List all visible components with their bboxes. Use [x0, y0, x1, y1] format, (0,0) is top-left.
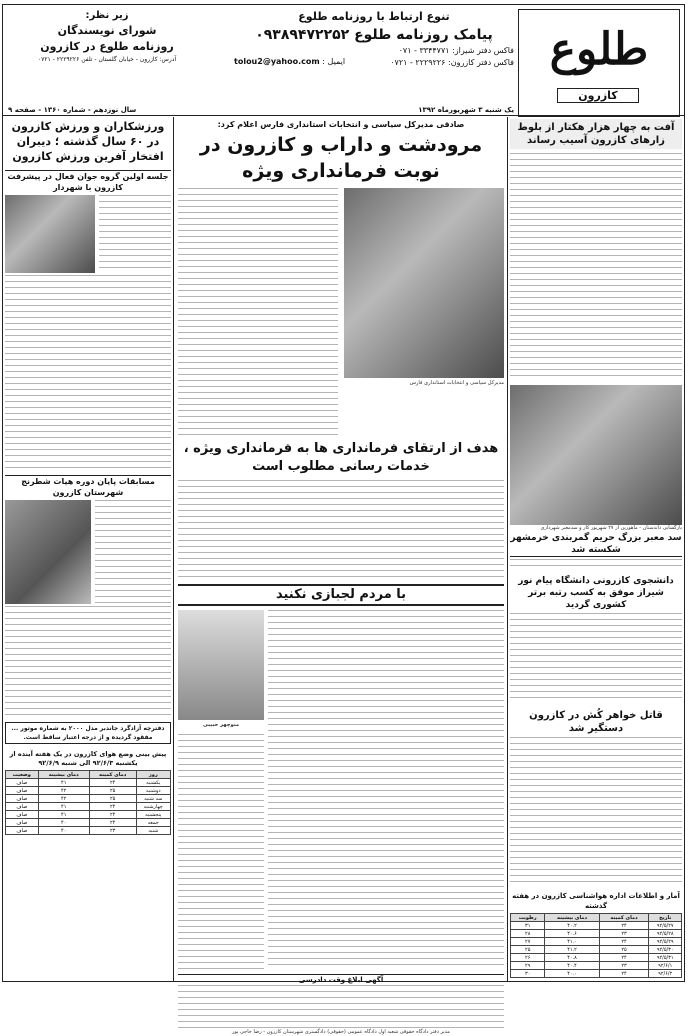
- table-cell: ۲۵: [599, 946, 649, 954]
- table-cell: چهارشنبه: [136, 803, 170, 811]
- table-cell: ۴۰.۲: [545, 922, 599, 930]
- table-cell: ۲۴: [89, 803, 136, 811]
- lead-headline: مرودشت و داراب و کازرون در نوبت فرمانداری ویژه: [199, 134, 483, 182]
- forecast-row: [6, 787, 171, 795]
- sports-title: ورزشکاران و ورزش کازرون در ۶۰ سال گذشته ؛ دیبران افتخار آفرین ورزش کازرون: [11, 120, 165, 163]
- stats-col-header: دمای بیشینه: [545, 914, 599, 922]
- table-cell: ۴۰.۰: [545, 970, 599, 978]
- chess-photo: [5, 500, 91, 604]
- table-cell: ۴۱.۲: [545, 946, 599, 954]
- stats-row: [511, 970, 682, 978]
- table-cell: ۹۲/۵/۲۷: [649, 922, 682, 930]
- table-cell: ۲۵: [89, 795, 136, 803]
- issue-info: سال نوزدهم - شماره ۱۳۶۰ - صفحه ۹: [8, 106, 137, 114]
- forecast-row: [6, 803, 171, 811]
- table-cell: ۳۰: [511, 970, 545, 978]
- table-cell: ۴۱.۰: [545, 938, 599, 946]
- fax-shiraz: فاکس دفتر شیراز: ۳۳۴۴۷۷۱ - ۰۷۱: [398, 46, 514, 55]
- volley-side: [99, 195, 171, 273]
- table-cell: صاف: [6, 803, 39, 811]
- table-cell: ۹۲/۵/۲۹: [649, 938, 682, 946]
- sms-number: پیامک روزنامه طلوع ۰۹۳۸۹۴۷۲۲۵۲: [255, 27, 493, 43]
- stats-row: [511, 938, 682, 946]
- forecast-col-header: دمای کمینه: [89, 771, 136, 779]
- column-body-row: [178, 610, 504, 970]
- table-cell: ۲۴: [599, 970, 649, 978]
- table-cell: صاف: [6, 827, 39, 835]
- table-cell: ۲۴: [599, 938, 649, 946]
- column-body-2: [178, 734, 264, 970]
- chess-body: [5, 606, 171, 718]
- date-bar: [8, 105, 514, 115]
- table-cell: ۲۸: [511, 930, 545, 938]
- editorial-line3: روزنامه طلوع در کازرون: [40, 40, 174, 53]
- stats-col-header: دمای کمینه: [599, 914, 649, 922]
- lead2-body: [178, 480, 504, 578]
- table-cell: ۴۱: [38, 811, 89, 819]
- stats-row: [511, 946, 682, 954]
- table-cell: ۴۰: [38, 827, 89, 835]
- story1-body: [510, 153, 682, 381]
- lead2-headline: هدف از ارتقای فرمانداری ها به فرمانداری ویژه ، خدمات رسانی مطلوب است: [183, 441, 499, 474]
- logo-sub: کازرون: [557, 88, 639, 103]
- weather-forecast-table: [5, 770, 171, 835]
- table-cell: صاف: [6, 819, 39, 827]
- forecast-col-header: روز: [136, 771, 170, 779]
- editorial-line1: زیر نظر:: [85, 10, 129, 21]
- stats-row: [511, 962, 682, 970]
- editorial-block: [7, 9, 207, 87]
- official-photo-caption: مدیرکل سیاسی و انتخابات استانداری فارس: [409, 380, 504, 386]
- table-cell: صاف: [6, 795, 39, 803]
- email-label: ایمیل :: [322, 57, 346, 66]
- forecast-col-header: دمای بیشینه: [38, 771, 89, 779]
- weather-stats-table: [510, 913, 682, 978]
- column-title: با مردم لجبازی نکنید: [178, 584, 504, 606]
- author-photo: [178, 610, 264, 720]
- table-cell: ۲۵: [89, 787, 136, 795]
- story3-body: [510, 613, 682, 703]
- story2-body: [510, 559, 682, 571]
- chess-title: مسابقات پایان دوره هیات شطرنج شهرستان کازرون: [5, 475, 171, 498]
- table-cell: ۹۲/۶/۱: [649, 962, 682, 970]
- table-cell: ۲۴: [89, 811, 136, 819]
- volley-title: جلسه اولین گروه جوان فعال در پیشرفت کازرون با شهردار: [5, 170, 171, 193]
- table-cell: ۴۰: [38, 819, 89, 827]
- official-photo: [344, 188, 504, 378]
- photo-caption: بازگشایی داندستان - ماهورین از ۲۷ شهریور کار و سدمعبر شهرداری: [540, 525, 682, 531]
- stats-row: [511, 922, 682, 930]
- volley-body: [5, 275, 171, 471]
- table-cell: ۴۰.۴: [545, 962, 599, 970]
- table-cell: ۹۲/۵/۲۸: [649, 930, 682, 938]
- table-cell: ۲۴: [89, 819, 136, 827]
- story1-title: آفت به چهار هزار هکتار از بلوط زارهای کازرون آسیب رساند: [510, 119, 682, 149]
- stats-row: [511, 930, 682, 938]
- table-cell: ۲۶: [511, 954, 545, 962]
- lead-body-row: [178, 188, 504, 436]
- table-cell: جمعه: [136, 819, 170, 827]
- legal-notice-body: [178, 985, 504, 1029]
- legal-notice-title: آگهی ابلاغ وقت دادرسی: [178, 974, 504, 985]
- story4-title: قاتل خواهر کُش در کازرون دستگیر شد: [529, 710, 663, 734]
- editorial-line2: شورای نویسندگان: [57, 24, 157, 37]
- table-cell: ۴۰.۸: [545, 954, 599, 962]
- center-column: [178, 119, 504, 1035]
- forecast-row: [6, 827, 171, 835]
- author-name: منوچهر حبیبی: [202, 722, 240, 728]
- weather-stats-title: آمار و اطلاعات اداره هواشناسی کازرون در هفته گذشته: [512, 892, 680, 910]
- table-cell: شنبه: [136, 827, 170, 835]
- table-cell: یکشنبه: [136, 779, 170, 787]
- table-cell: ۴۱: [38, 779, 89, 787]
- legal-notice-signature: مدیر دفتر دادگاه حقوقی شعبه اول دادگاه عمومی (حقوقی) دادگستری شهرستان کازرون - رضا حاجی پور: [232, 1029, 450, 1035]
- stats-col-header: رطوبت: [511, 914, 545, 922]
- contact-title: تنوع ارتباط با روزنامه طلوع: [298, 10, 450, 23]
- table-cell: سه شنبه: [136, 795, 170, 803]
- table-cell: ۹۲/۶/۲: [649, 970, 682, 978]
- table-cell: ۲۳: [89, 827, 136, 835]
- forecast-row: [6, 779, 171, 787]
- table-cell: ۹۲/۵/۳۰: [649, 946, 682, 954]
- column-body: [268, 610, 504, 970]
- email-row: [234, 57, 345, 66]
- table-cell: ۲۳: [599, 930, 649, 938]
- volley-row: [5, 195, 171, 273]
- table-cell: ۲۳: [599, 962, 649, 970]
- stats-col-header: تاریخ: [649, 914, 682, 922]
- forecast-row: [6, 811, 171, 819]
- right-column: [510, 119, 682, 979]
- table-cell: ۲۷: [511, 938, 545, 946]
- table-cell: ۴۲: [38, 795, 89, 803]
- table-cell: ۲۵: [511, 946, 545, 954]
- table-cell: ۴۰.۶: [545, 930, 599, 938]
- table-cell: ۲۴: [89, 779, 136, 787]
- fax-kazerun: فاکس دفتر کازرون: ۲۲۲۹۲۲۶ - ۰۷۲۱: [390, 58, 514, 67]
- left-column: [5, 119, 171, 979]
- story2-title: سد معبر بزرگ حریم گمربندی خرمشهر شکسته شد: [510, 533, 682, 555]
- email-link[interactable]: tolou2@yahoo.com: [234, 57, 320, 66]
- logo-text: طلوع: [549, 24, 649, 75]
- masthead: [3, 5, 684, 117]
- date: یک شنبه ۳ شهریورماه ۱۳۹۲: [418, 106, 514, 114]
- forecast-row: [6, 819, 171, 827]
- lost-notice: دفترچه آزادگرد جاندبر مدل ۲۰۰۰ به شماره موتور ... مفقود گردیده و از درجه اعتبار ساقط است.: [5, 722, 171, 744]
- logo-block: [518, 9, 680, 117]
- table-cell: صاف: [6, 779, 39, 787]
- story4-body: [510, 737, 682, 887]
- story3-title: دانشجوی کازرونی دانشگاه پیام نور شیراز موفق به کسب رتبه برتر کشوری گردید: [518, 576, 674, 610]
- weather-forecast-title: پیش بینی وضع هوای کازرون در یک هفته آینده از یکشنبه ۹۲/۶/۳ الی شنبه ۹۲/۶/۹: [9, 750, 167, 767]
- newspaper-page: [2, 4, 685, 1035]
- table-cell: صاف: [6, 811, 39, 819]
- table-cell: صاف: [6, 787, 39, 795]
- stats-row: [511, 954, 682, 962]
- table-cell: پنجشنبه: [136, 811, 170, 819]
- table-cell: دوشنبه: [136, 787, 170, 795]
- table-cell: ۴۱: [38, 803, 89, 811]
- lead-body: [178, 188, 338, 436]
- table-cell: ۲۹: [511, 962, 545, 970]
- street-photo: [510, 385, 682, 525]
- chess-row: [5, 500, 171, 604]
- table-cell: ۳۱: [511, 922, 545, 930]
- table-cell: ۲۴: [599, 954, 649, 962]
- table-cell: ۴۲: [38, 787, 89, 795]
- forecast-row: [6, 795, 171, 803]
- lead-kicker: صادقی مدیرکل سیاسی و انتخابات استانداری فارس اعلام کرد:: [217, 120, 465, 129]
- table-cell: ۲۴: [599, 922, 649, 930]
- chess-side: [95, 500, 171, 604]
- forecast-col-header: وضعیت: [6, 771, 39, 779]
- table-cell: ۹۲/۵/۳۱: [649, 954, 682, 962]
- meeting-photo: [5, 195, 95, 273]
- address: آدرس: کازرون - خیابان گلستان - تلفن ۲۲۲۹۲۲۶ - ۰۷۲۱: [37, 56, 177, 63]
- contact-block: [234, 9, 514, 87]
